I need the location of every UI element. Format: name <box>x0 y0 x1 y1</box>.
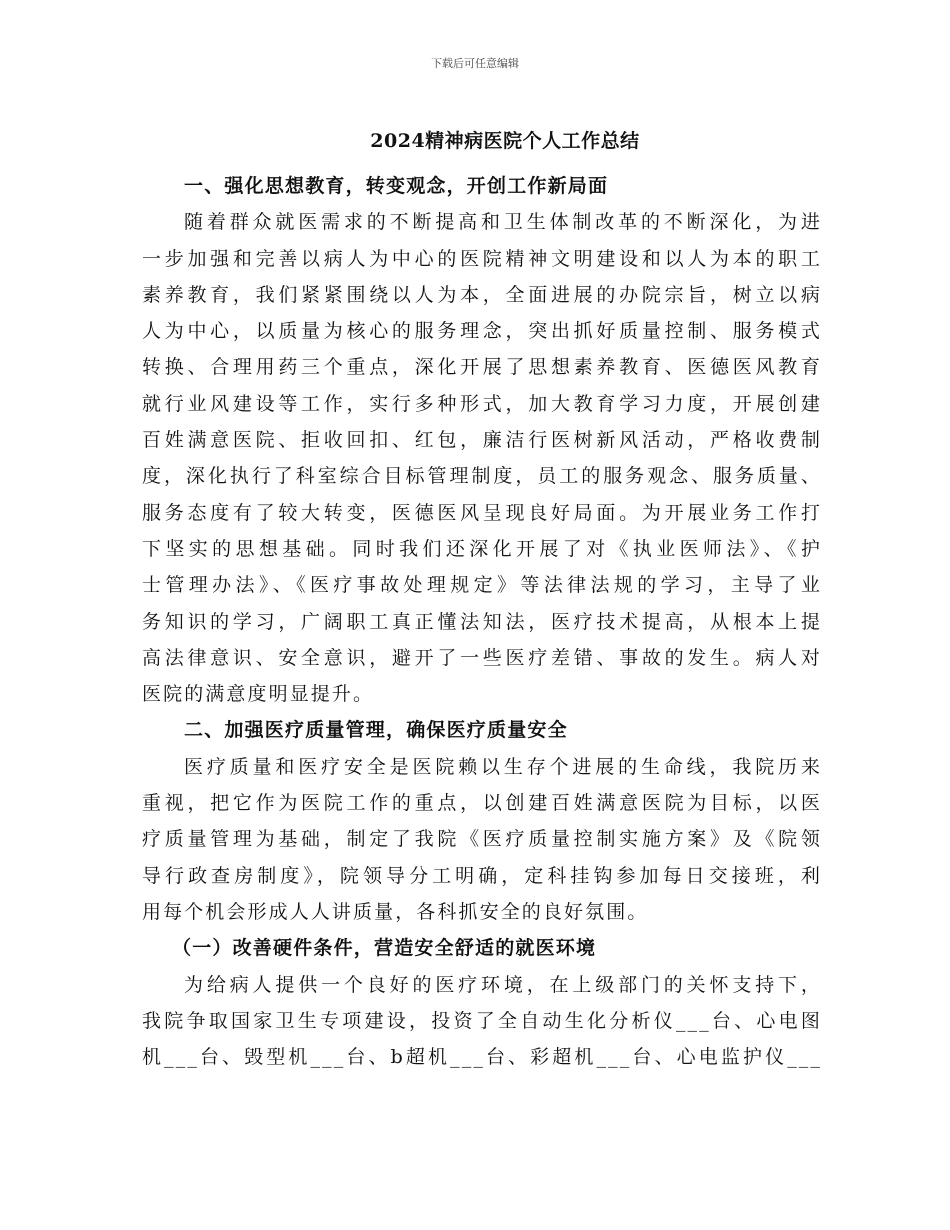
paragraph-line: 医疗质量和医疗安全是医院赖以生存个进展的生命线，我院历来 <box>184 755 822 778</box>
paragraph-line: 我院争取国家卫生专项建设，投资了全自动生化分析仪___台、心电图 <box>142 1009 822 1032</box>
paragraph-line: 士管理办法》、《医疗事故处理规定》等法律法规的学习，主导了业 <box>142 574 822 597</box>
paragraph-line: 高法律意识、安全意识，避开了一些医疗差错、事故的发生。病人对 <box>142 646 822 669</box>
paragraph-line-last: 医院的满意度明显提升。 <box>142 683 375 706</box>
paragraph-line: 为给病人提供一个良好的医疗环境，在上级部门的关怀支持下， <box>184 973 822 996</box>
document-title: 2024精神病医院个人工作总结 <box>370 130 640 152</box>
paragraph-line: 转换、合理用药三个重点，深化开展了思想素养教育、医德医风教育 <box>142 356 822 379</box>
paragraph-line: 导行政查房制度》，院领导分工明确，定科挂钩参加每日交接班，利 <box>142 864 822 887</box>
paragraph-line-last: 用每个机会形成人人讲质量，各科抓安全的良好氛围。 <box>142 900 649 923</box>
paragraph-line: 就行业风建设等工作，实行多种形式，加大教育学习力度，开展创建 <box>142 392 822 415</box>
subsection-heading-1: （一）改善硬件条件，营造安全舒适的就医环境 <box>172 937 597 960</box>
section-heading-2: 二、加强医疗质量管理，确保医疗质量安全 <box>184 719 568 742</box>
paragraph-line: 机___台、毁型机___台、b超机___台、彩超机___台、心电监护仪___ <box>142 1046 822 1069</box>
paragraph-line: 人为中心，以质量为核心的服务理念，突出抓好质量控制、服务模式 <box>142 320 822 343</box>
paragraph-line: 度，深化执行了科室综合目标管理制度，员工的服务观念、服务质量、 <box>142 465 822 488</box>
section-heading-1: 一、强化思想教育，转变观念，开创工作新局面 <box>184 175 609 197</box>
paragraph-line: 服务态度有了较大转变，医德医风呈现良好局面。为开展业务工作打 <box>142 501 822 524</box>
paragraph-line: 随着群众就医需求的不断提高和卫生体制改革的不断深化，为进 <box>184 211 822 234</box>
document-body <box>142 168 822 1075</box>
header-note: 下载后可任意编辑 <box>431 57 519 70</box>
paragraph-line: 百姓满意医院、拒收回扣、红包，廉洁行医树新风活动，严格收费制 <box>142 429 822 452</box>
paragraph-line: 素养教育，我们紧紧围绕以人为本，全面进展的办院宗旨，树立以病 <box>142 283 822 306</box>
paragraph-line: 务知识的学习，广阔职工真正懂法知法，医疗技术提高，从根本上提 <box>142 610 822 633</box>
paragraph-line: 一步加强和完善以病人为中心的医院精神文明建设和以人为本的职工 <box>142 247 822 270</box>
paragraph-line: 下坚实的思想基础。同时我们还深化开展了对《执业医师法》、《护 <box>142 537 822 560</box>
paragraph-line: 重视，把它作为医院工作的重点，以创建百姓满意医院为目标，以医 <box>142 792 822 815</box>
paragraph-line: 疗质量管理为基础，制定了我院《医疗质量控制实施方案》及《院领 <box>142 828 822 851</box>
